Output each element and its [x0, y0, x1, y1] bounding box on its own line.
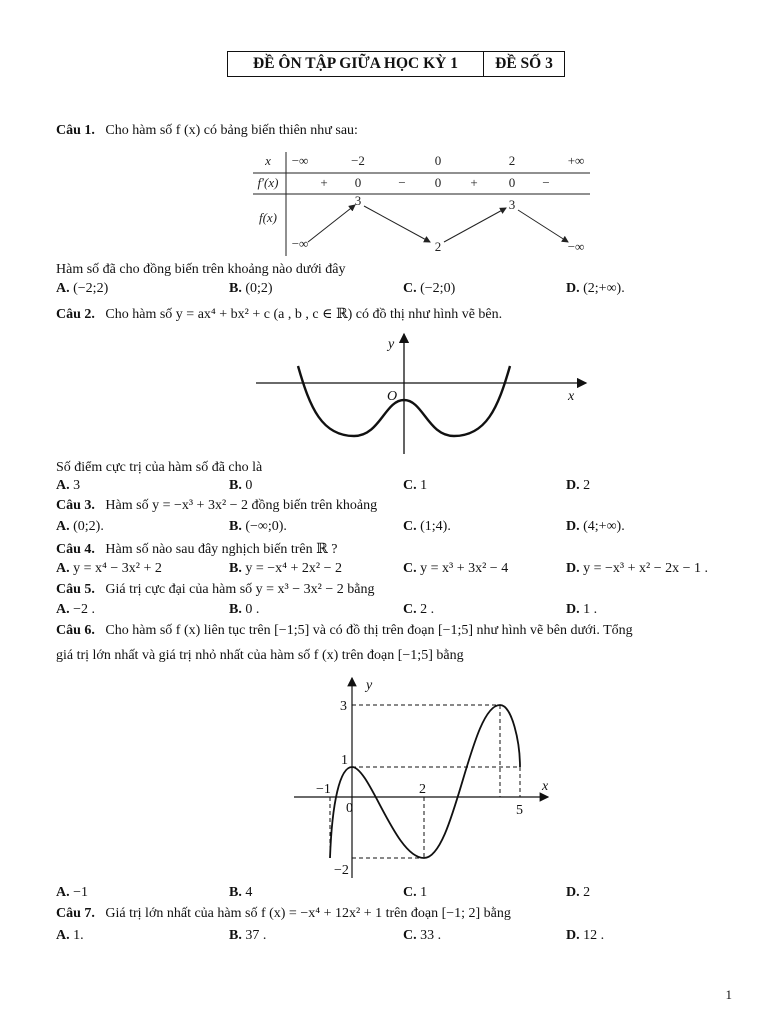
- q6-y-label: y: [366, 678, 373, 693]
- table-x-m2: −2: [351, 153, 365, 168]
- q6-text-1: Cho hàm số f (x) liên tục trên [−1;5] và có đồ thị trên đoạn [−1;5] như hình vẽ bên dưới. Tổng: [105, 623, 633, 638]
- q6-tick-m1: −1: [316, 782, 331, 797]
- table-fp-zero1: 0: [354, 175, 362, 190]
- q4-option-c[interactable]: C. y = x³ + 3x² − 4: [403, 561, 509, 576]
- table-fp-label: f′(x): [257, 175, 279, 190]
- table-f-label: f(x): [258, 210, 278, 225]
- table-fp-zero2: 0: [434, 175, 442, 190]
- q3-stem: [56, 498, 377, 514]
- q3-option-c[interactable]: C. (1;4).: [403, 519, 451, 534]
- table-fp-sign1: +: [320, 175, 328, 190]
- q5-option-a[interactable]: A. −2 .: [56, 602, 96, 617]
- q3-text: Hàm số y = −x³ + 3x² − 2 đồng biến trên khoảng: [105, 498, 378, 513]
- q5-label: Câu 5.: [56, 582, 95, 597]
- q5-stem: [56, 582, 374, 598]
- q2-stem: [56, 306, 502, 323]
- q4-text: Hàm số nào sau đây nghịch biến trên ℝ ?: [105, 542, 338, 557]
- q2-question: Số điểm cực trị của hàm số đã cho là: [56, 460, 263, 475]
- q6-tick-0: 0: [346, 801, 353, 816]
- q4-label: Câu 4.: [56, 542, 95, 557]
- q6-tick-2: 2: [419, 782, 426, 797]
- q6-graph: [290, 672, 560, 882]
- q6-tick-3: 3: [340, 699, 347, 714]
- q6-label: Câu 6.: [56, 623, 95, 638]
- exam-title: ĐỀ ÔN TẬP GIỮA HỌC KỲ 1: [228, 52, 484, 76]
- arrow-up-2: [444, 208, 506, 242]
- q7-stem: [56, 906, 511, 922]
- q2-option-b[interactable]: B. 0: [229, 478, 253, 493]
- q1-option-c[interactable]: C. (−2;0): [403, 281, 456, 296]
- q4-option-a[interactable]: A. y = x⁴ − 3x² + 2: [56, 561, 162, 576]
- q7-text: Giá trị lớn nhất của hàm số f (x) = −x⁴ + 12x² + 1 trên đoạn [−1; 2] bằng: [105, 906, 511, 921]
- q5-option-b[interactable]: B. 0 .: [229, 602, 260, 617]
- q2-option-a[interactable]: A. 3: [56, 478, 81, 493]
- table-f-v1: −∞: [291, 236, 309, 251]
- q6-tick-m2: −2: [334, 863, 349, 878]
- q4-option-d[interactable]: D. y = −x³ + x² − 2x − 1 .: [566, 561, 708, 576]
- table-f-v4: 3: [508, 197, 516, 212]
- q6-tick-1: 1: [341, 753, 348, 768]
- q5-text: Giá trị cực đại của hàm số y = x³ − 3x² − 2 bằng: [105, 582, 375, 597]
- q6-stem: [56, 623, 633, 639]
- table-f-v3: 2: [434, 239, 442, 254]
- q5-option-c[interactable]: C. 2 .: [403, 602, 435, 617]
- table-fp-zero3: 0: [508, 175, 516, 190]
- q3-label: Câu 3.: [56, 498, 95, 513]
- arrow-up-1: [308, 205, 355, 242]
- q7-option-c[interactable]: C. 33 .: [403, 928, 442, 943]
- q6-option-b[interactable]: B. 4: [229, 885, 253, 900]
- q7-option-d[interactable]: D. 12 .: [566, 928, 605, 943]
- q2-x-label: x: [568, 389, 575, 404]
- q6-tick-5: 5: [516, 803, 523, 818]
- q6-option-a[interactable]: A. −1: [56, 885, 89, 900]
- q1-option-d[interactable]: D. (2;+∞).: [566, 281, 625, 296]
- q7-option-b[interactable]: B. 37 .: [229, 928, 267, 943]
- table-x-label: x: [265, 153, 271, 168]
- exam-title-box: [227, 51, 565, 77]
- q3-option-b[interactable]: B. (−∞;0).: [229, 519, 287, 534]
- q6-option-d[interactable]: D. 2: [566, 885, 591, 900]
- q4-stem: [56, 541, 337, 558]
- q1-option-b[interactable]: B. (0;2): [229, 281, 273, 296]
- q3-option-a[interactable]: A. (0;2).: [56, 519, 104, 534]
- table-fp-sign4: −: [542, 175, 550, 190]
- q1-option-a[interactable]: A. (−2;2): [56, 281, 109, 296]
- q7-label: Câu 7.: [56, 906, 95, 921]
- q4-option-b[interactable]: B. y = −x⁴ + 2x² − 2: [229, 561, 343, 576]
- q1-question: Hàm số đã cho đồng biến trên khoảng nào dưới đây: [56, 262, 346, 277]
- q1-variation-table: [250, 150, 595, 258]
- table-x-neg-inf: −∞: [291, 153, 309, 168]
- page-number: 1: [725, 987, 732, 1002]
- q2-text: Cho hàm số y = ax⁴ + bx² + c (a , b , c ∈ ℝ) có đồ thị như hình vẽ bên.: [105, 307, 503, 322]
- q6-x-label: x: [542, 779, 549, 794]
- exam-number: ĐỀ SỐ 3: [495, 55, 553, 72]
- q2-option-c[interactable]: C. 1: [403, 478, 428, 493]
- q2-option-d[interactable]: D. 2: [566, 478, 591, 493]
- table-x-2: 2: [508, 153, 516, 168]
- q3-option-d[interactable]: D. (4;+∞).: [566, 519, 625, 534]
- table-f-v2: 3: [354, 193, 362, 208]
- q1-stem: [56, 123, 358, 139]
- table-fp-sign2: −: [398, 175, 406, 190]
- q1-text: Cho hàm số f (x) có bảng biến thiên như sau:: [105, 123, 358, 138]
- q2-graph: [250, 328, 595, 458]
- q6-option-c[interactable]: C. 1: [403, 885, 428, 900]
- q7-option-a[interactable]: A. 1.: [56, 928, 84, 943]
- q2-label: Câu 2.: [56, 307, 95, 322]
- q5-option-d[interactable]: D. 1 .: [566, 602, 598, 617]
- arrow-down-2: [518, 210, 568, 242]
- arrow-down-1: [364, 206, 430, 242]
- q1-label: Câu 1.: [56, 123, 95, 138]
- table-f-v5: −∞: [567, 239, 585, 254]
- q6-text-2: giá trị lớn nhất và giá trị nhỏ nhất của hàm số f (x) trên đoạn [−1;5] bằng: [56, 648, 464, 663]
- q2-y-label: y: [388, 337, 395, 352]
- table-fp-sign3: +: [470, 175, 478, 190]
- q2-origin-label: O: [387, 389, 398, 404]
- table-x-pos-inf: +∞: [567, 153, 585, 168]
- table-x-0: 0: [434, 153, 442, 168]
